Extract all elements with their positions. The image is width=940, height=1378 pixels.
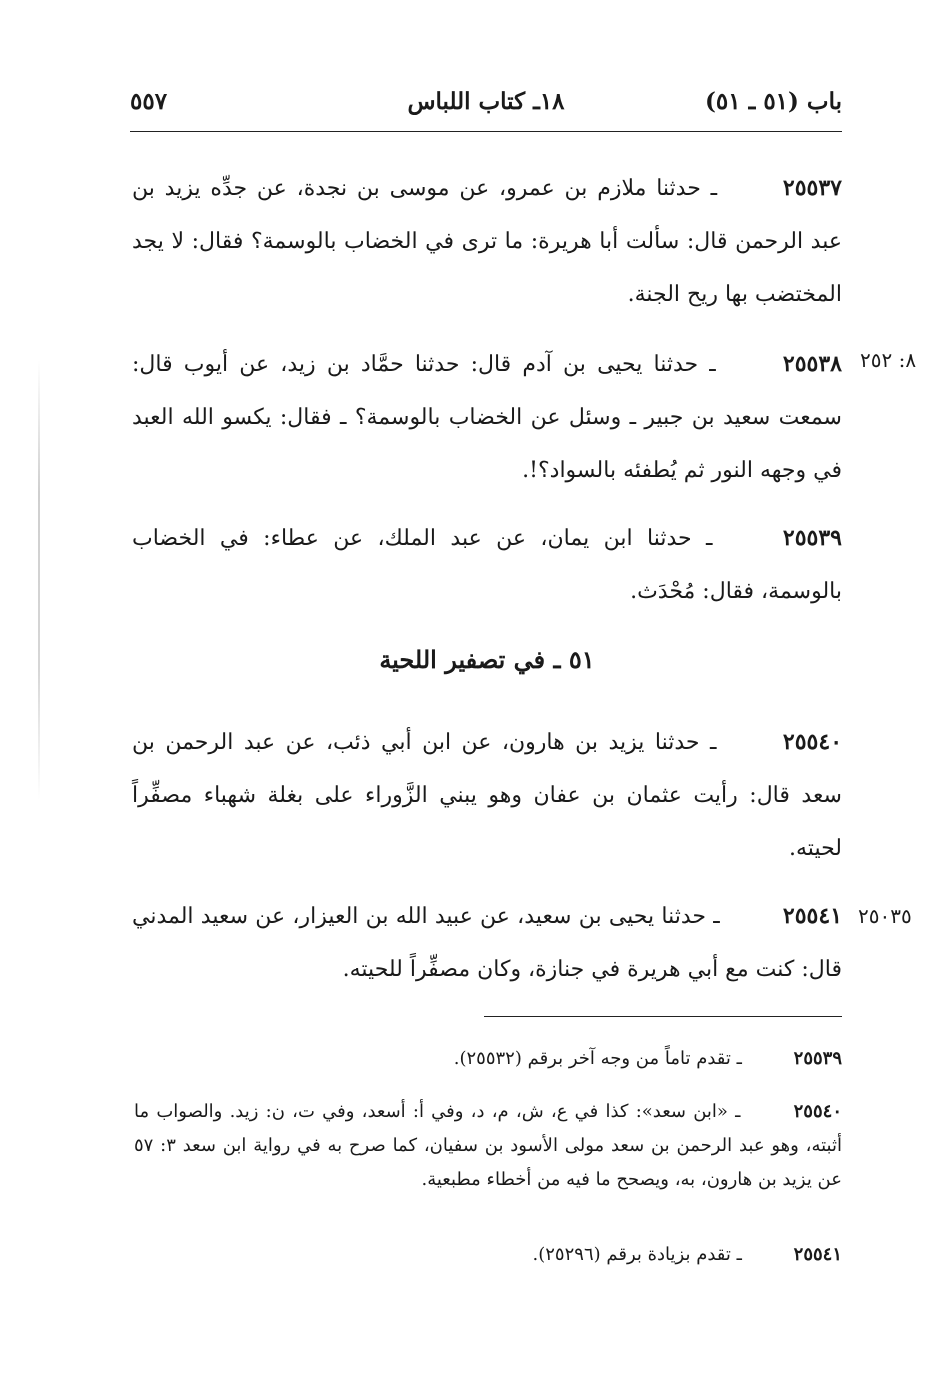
margin-reference: ٨: ٢٥٢ — [860, 348, 917, 372]
footnote-number: ٢٥٥٣٩ — [793, 1048, 842, 1069]
margin-reference: ٢٥٠٣٥ — [858, 904, 912, 928]
hadith-25540 — [132, 716, 842, 875]
hadith-text: ـ حدثنا ملازم بن عمرو، عن موسى بن نجدة، عن جدِّه يزيد بن عبد الرحمن قال: سألت أبا هريرة: ما ترى في الخضاب بالوسمة؟ فقال: لا يجد المختضب بها ريح الجنة. — [132, 176, 842, 307]
hadith-number: ٢٥٥٤٠ — [782, 729, 843, 755]
hadith-text: ـ حدثنا يحيى بن سعيد، عن عبيد الله بن العيزار، عن سعيد المدني قال: كنت مع أبي هريرة في جنازة، وكان مصفِّراً للحيته. — [132, 904, 842, 982]
footnote-25539 — [134, 1042, 842, 1076]
footnote-text: ـ تقدم بزيادة برقم (٢٥٢٩٦). — [532, 1244, 742, 1265]
hadith-number: ٢٥٥٣٩ — [782, 525, 842, 551]
footnote-text: ـ «ابن سعد»: كذا في ع، ش، م، د، وفي أ: أسعد، وفي ت، ن: زيد. والصواب ما أثبته، وهو عبد الرحمن بن سعد مولى الأسود بن سفيان، كما صرح به في رواية ابن سعد ٣: ٥٧ عن يزيد بن هارون، به، ويصحح ما فيه من أخطاء مطبعية. — [134, 1101, 842, 1190]
footnote-rule — [484, 1016, 842, 1017]
book-title: ١٨ـ كتاب اللباس — [407, 88, 565, 115]
scan-binding-shadow — [38, 360, 40, 800]
hadith-25538 — [132, 338, 842, 497]
hadith-text: ـ حدثنا يزيد بن هارون، عن ابن أبي ذئب، عن عبد الرحمن بن سعد قال: رأيت عثمان بن عفان وهو يبني الزَّوراء على بغلة شهباء مصفِّراً لحيته. — [132, 730, 842, 861]
hadith-25539 — [132, 512, 842, 618]
footnote-number: ٢٥٥٤١ — [793, 1244, 842, 1265]
footnote-25540 — [134, 1095, 842, 1197]
section-title: ٥١ ـ في تصفير اللحية — [379, 645, 595, 674]
hadith-25537 — [132, 162, 842, 321]
hadith-number: ٢٥٥٤١ — [782, 903, 843, 929]
hadith-text: ـ حدثنا ابن يمان، عن عبد الملك، عن عطاء: في الخضاب بالوسمة، فقال: مُحْدَث. — [132, 526, 842, 604]
footnote-25541 — [134, 1238, 842, 1272]
chapter-heading: باب (٥١ ـ ٥١) — [704, 88, 842, 115]
footnote-number: ٢٥٥٤٠ — [793, 1101, 842, 1122]
hadith-text: ـ حدثنا يحيى بن آدم قال: حدثنا حمَّاد بن زيد، عن أيوب قال: سمعت سعيد بن جبير ـ وسئل عن الخضاب بالوسمة؟ ـ فقال: يكسو الله العبد في وجهه النور ثم يُطفئه بالسواد؟!. — [132, 352, 842, 483]
hadith-number: ٢٥٥٣٨ — [782, 351, 842, 377]
hadith-number: ٢٥٥٣٧ — [782, 175, 842, 201]
page-number: ٥٥٧ — [130, 88, 168, 115]
hadith-25541 — [132, 890, 842, 996]
header-rule — [130, 131, 842, 132]
page-header — [130, 84, 842, 128]
footnote-text: ـ تقدم تاماً من وجه آخر برقم (٢٥٥٣٢). — [453, 1048, 742, 1069]
